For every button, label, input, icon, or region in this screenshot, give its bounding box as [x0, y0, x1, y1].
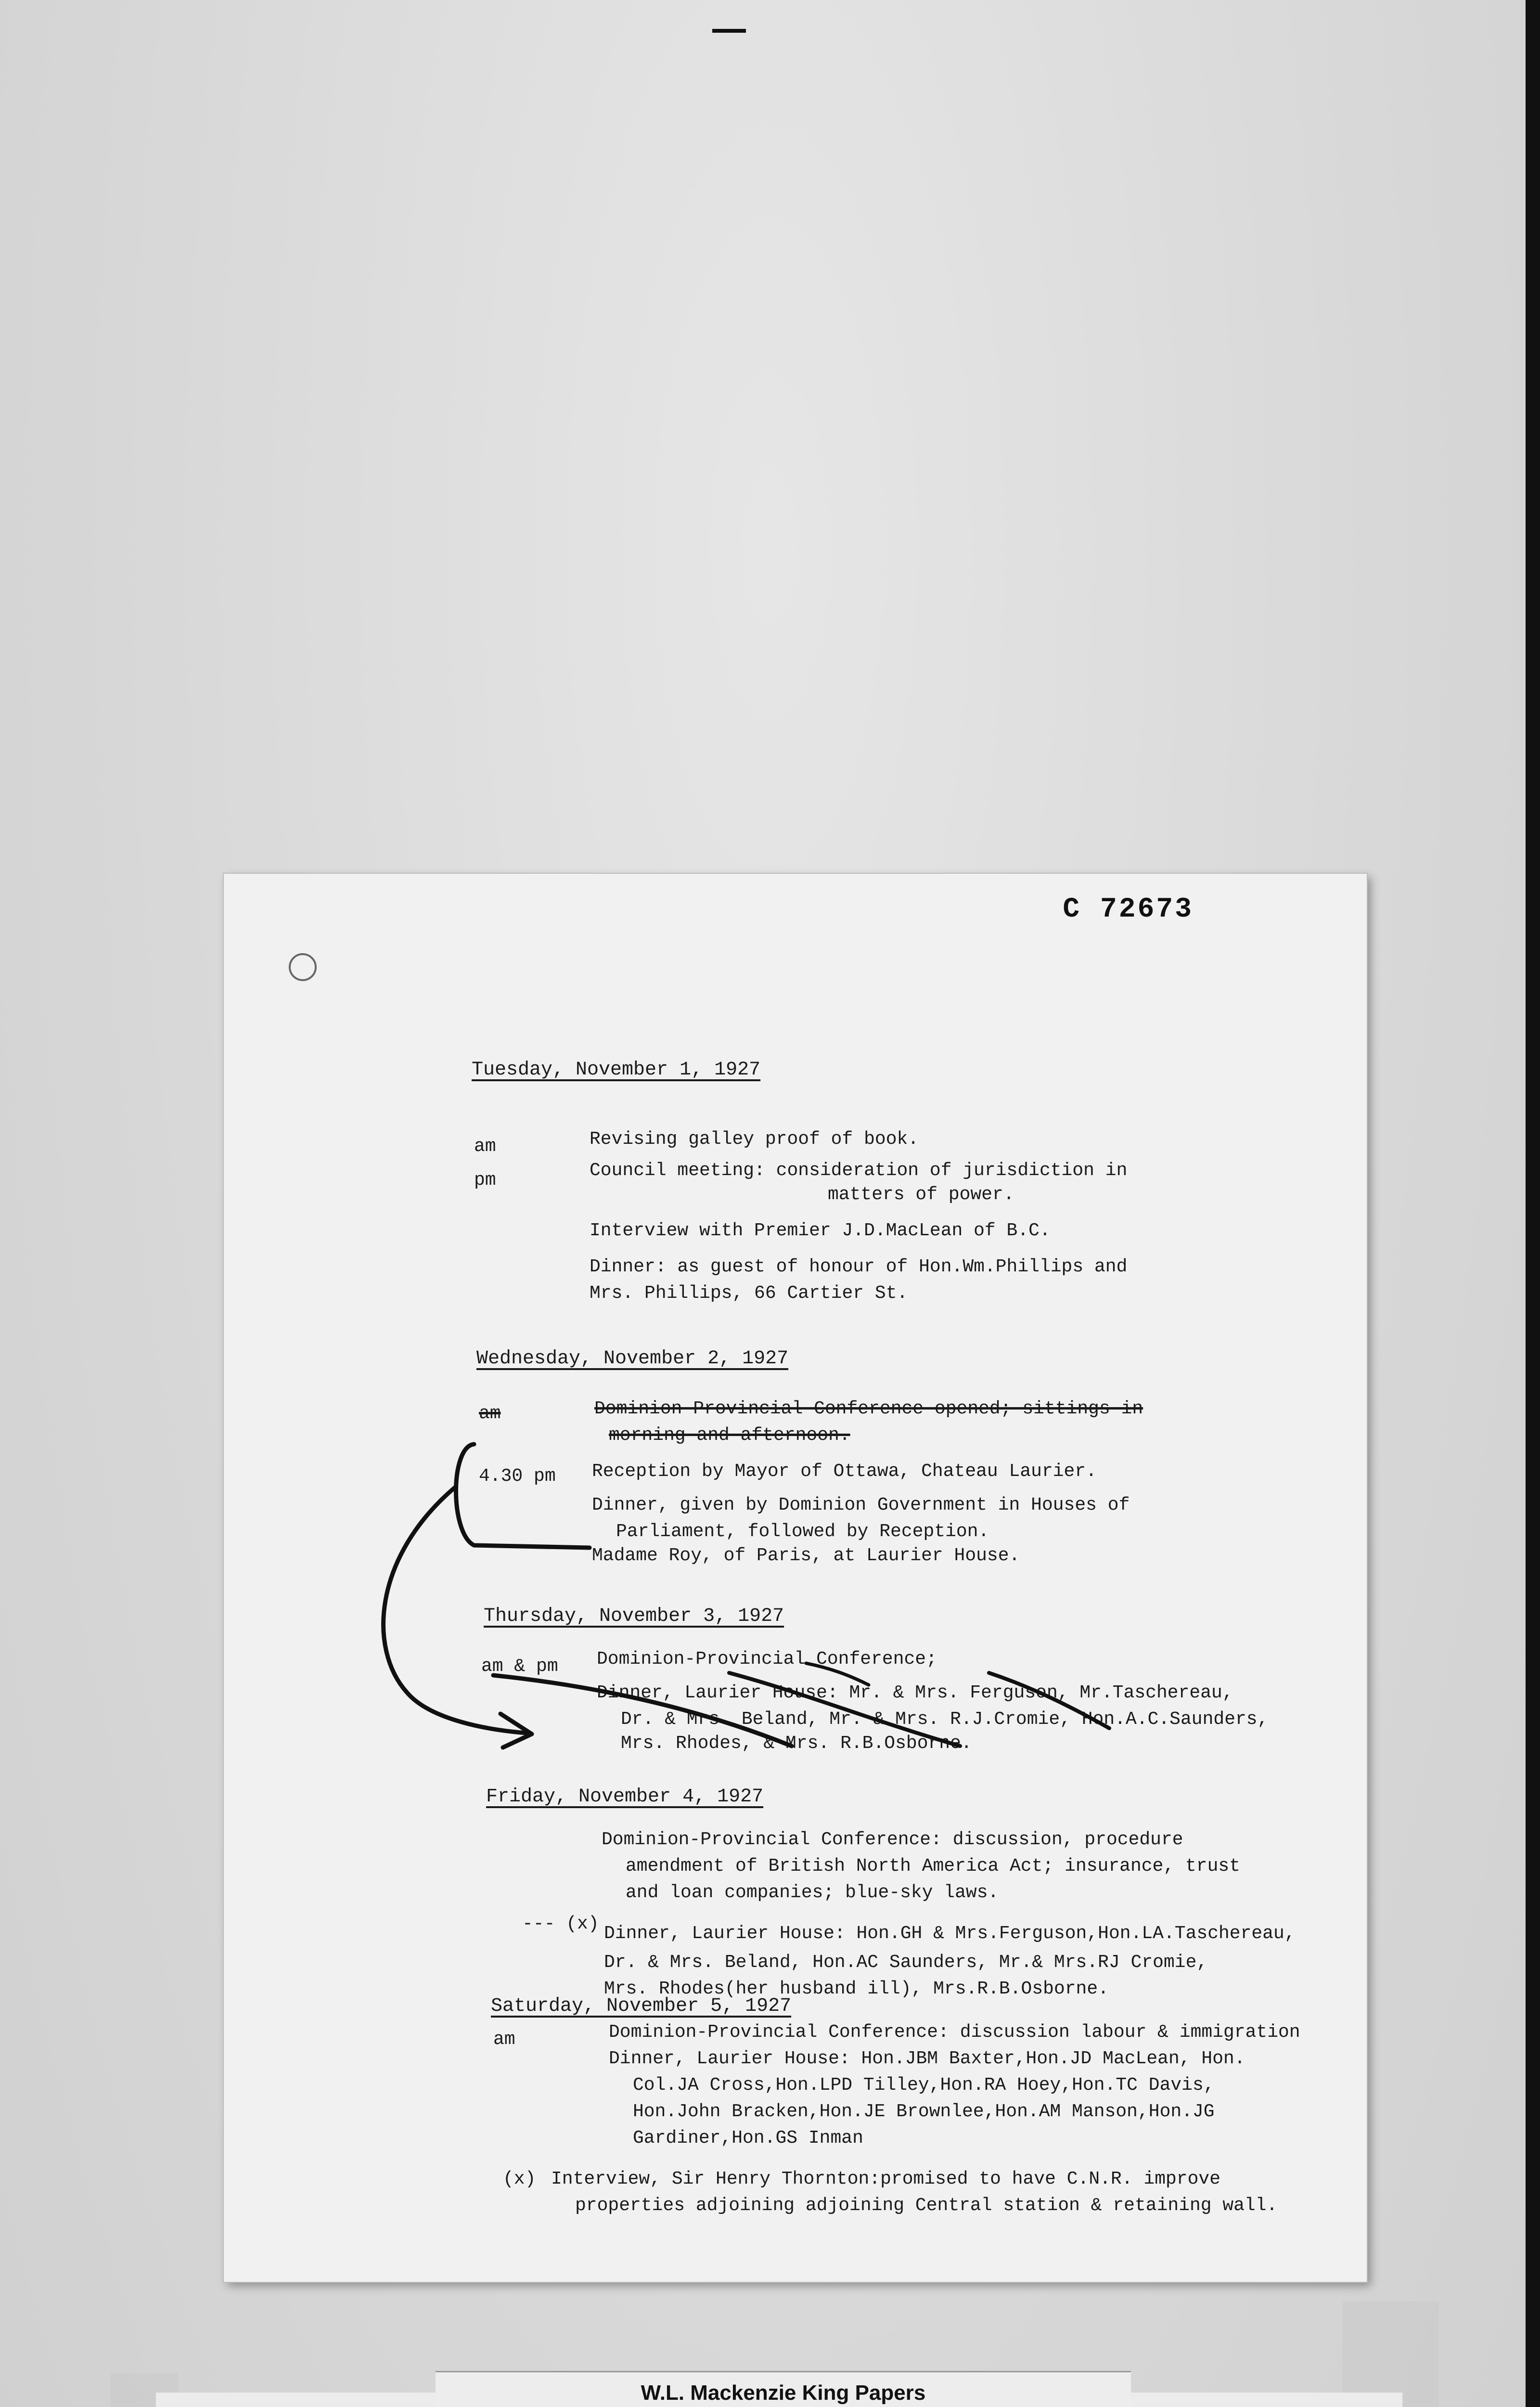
- entry-text: Dominion-Provincial Conference: discussion labour & immigration: [609, 2022, 1300, 2043]
- day-heading-thursday: Thursday, November 3, 1927: [484, 1605, 784, 1627]
- entry-time: pm: [474, 1170, 496, 1191]
- entry-text: and loan companies; blue-sky laws.: [626, 1882, 999, 1903]
- entry-text: Council meeting: consideration of jurisdiction in: [590, 1160, 1128, 1181]
- footnote-text: properties adjoining adjoining Central station & retaining wall.: [575, 2195, 1278, 2216]
- footnote-marker: (x): [503, 2169, 536, 2189]
- entry-time: 4.30 pm: [479, 1466, 556, 1487]
- entry-text: Hon.John Bracken,Hon.JE Brownlee,Hon.AM Manson,Hon.JG: [633, 2101, 1215, 2122]
- entry-text: Dr. & Mrs. Beland, Hon.AC Saunders, Mr.& Mrs.RJ Cromie,: [604, 1952, 1208, 1973]
- entry-text-crossed: Dinner, Laurier House: Mr. & Mrs. Ferguson, Mr.Taschereau,: [597, 1682, 1233, 1703]
- entry-time: am & pm: [481, 1656, 558, 1677]
- entry-text-crossed: Mrs. Rhodes, & Mrs. R.B.Osborne.: [621, 1733, 972, 1754]
- frame-edge-right: [1526, 0, 1540, 2407]
- entry-text: Col.JA Cross,Hon.LPD Tilley,Hon.RA Hoey,Hon.TC Davis,: [633, 2075, 1215, 2096]
- frame-edge-top-mark: [712, 29, 746, 33]
- bracket-ink-mark: [456, 1444, 590, 1548]
- entry-text: Dinner, Laurier House: Hon.GH & Mrs.Ferguson,Hon.LA.Taschereau,: [604, 1923, 1296, 1944]
- day-heading-friday: Friday, November 4, 1927: [486, 1786, 764, 1808]
- entry-text: Dinner, given by Dominion Government in Houses of: [592, 1495, 1130, 1515]
- day-heading-tuesday: Tuesday, November 1, 1927: [472, 1059, 761, 1081]
- entry-time-marker: --- (x): [522, 1914, 599, 1934]
- archive-label: [436, 2371, 1131, 2407]
- entry-time-struck: am: [479, 1403, 501, 1424]
- punch-hole-icon: [289, 953, 317, 981]
- reference-number: C 72673: [1063, 894, 1194, 925]
- memo-sheet: [224, 874, 1367, 2282]
- entry-text: Reception by Mayor of Ottawa, Chateau Laurier.: [592, 1461, 1097, 1482]
- entry-text: Parliament, followed by Reception.: [616, 1521, 989, 1542]
- entry-text-struck: Dominion-Provincial Conference opened; sittings in: [594, 1398, 1143, 1419]
- entry-text: Gardiner,Hon.GS Inman: [633, 2128, 863, 2148]
- entry-time: am: [493, 2029, 515, 2050]
- handwritten-ink-marks: [224, 874, 1367, 2282]
- tape-strip: [1343, 2301, 1439, 2407]
- entry-text: Dominion-Provincial Conference;: [597, 1649, 937, 1669]
- entry-time: am: [474, 1136, 496, 1157]
- entry-text: Dinner: as guest of honour of Hon.Wm.Phillips and: [590, 1256, 1128, 1277]
- entry-text: Dinner, Laurier House: Hon.JBM Baxter,Hon.JD MacLean, Hon.: [609, 2048, 1245, 2069]
- entry-text: Interview with Premier J.D.MacLean of B.C.: [590, 1220, 1051, 1241]
- entry-text: Mrs. Rhodes(her husband ill), Mrs.R.B.Osborne.: [604, 1979, 1109, 1999]
- archive-label-collection: W.L. Mackenzie King Papers: [641, 2381, 926, 2405]
- footnote-text: Interview, Sir Henry Thornton:promised to have C.N.R. improve: [551, 2169, 1221, 2189]
- day-heading-wednesday: Wednesday, November 2, 1927: [476, 1348, 789, 1370]
- arrowhead-ink-mark: [500, 1714, 532, 1747]
- entry-text-struck: morning and afternoon.: [609, 1425, 850, 1446]
- entry-text: Madame Roy, of Paris, at Laurier House.: [592, 1545, 1020, 1566]
- entry-text: Revising galley proof of book.: [590, 1129, 919, 1150]
- entry-text: Dominion-Provincial Conference: discussion, procedure: [602, 1829, 1183, 1850]
- entry-text-crossed: Dr. & Mrs. Beland, Mr. & Mrs. R.J.Cromie, Hon.A.C.Saunders,: [621, 1709, 1269, 1730]
- entry-text: matters of power.: [828, 1184, 1014, 1205]
- entry-text: amendment of British North America Act; insurance, trust: [626, 1856, 1241, 1876]
- entry-text: Mrs. Phillips, 66 Cartier St.: [590, 1283, 908, 1304]
- day-heading-saturday: Saturday, November 5, 1927: [491, 1995, 792, 2017]
